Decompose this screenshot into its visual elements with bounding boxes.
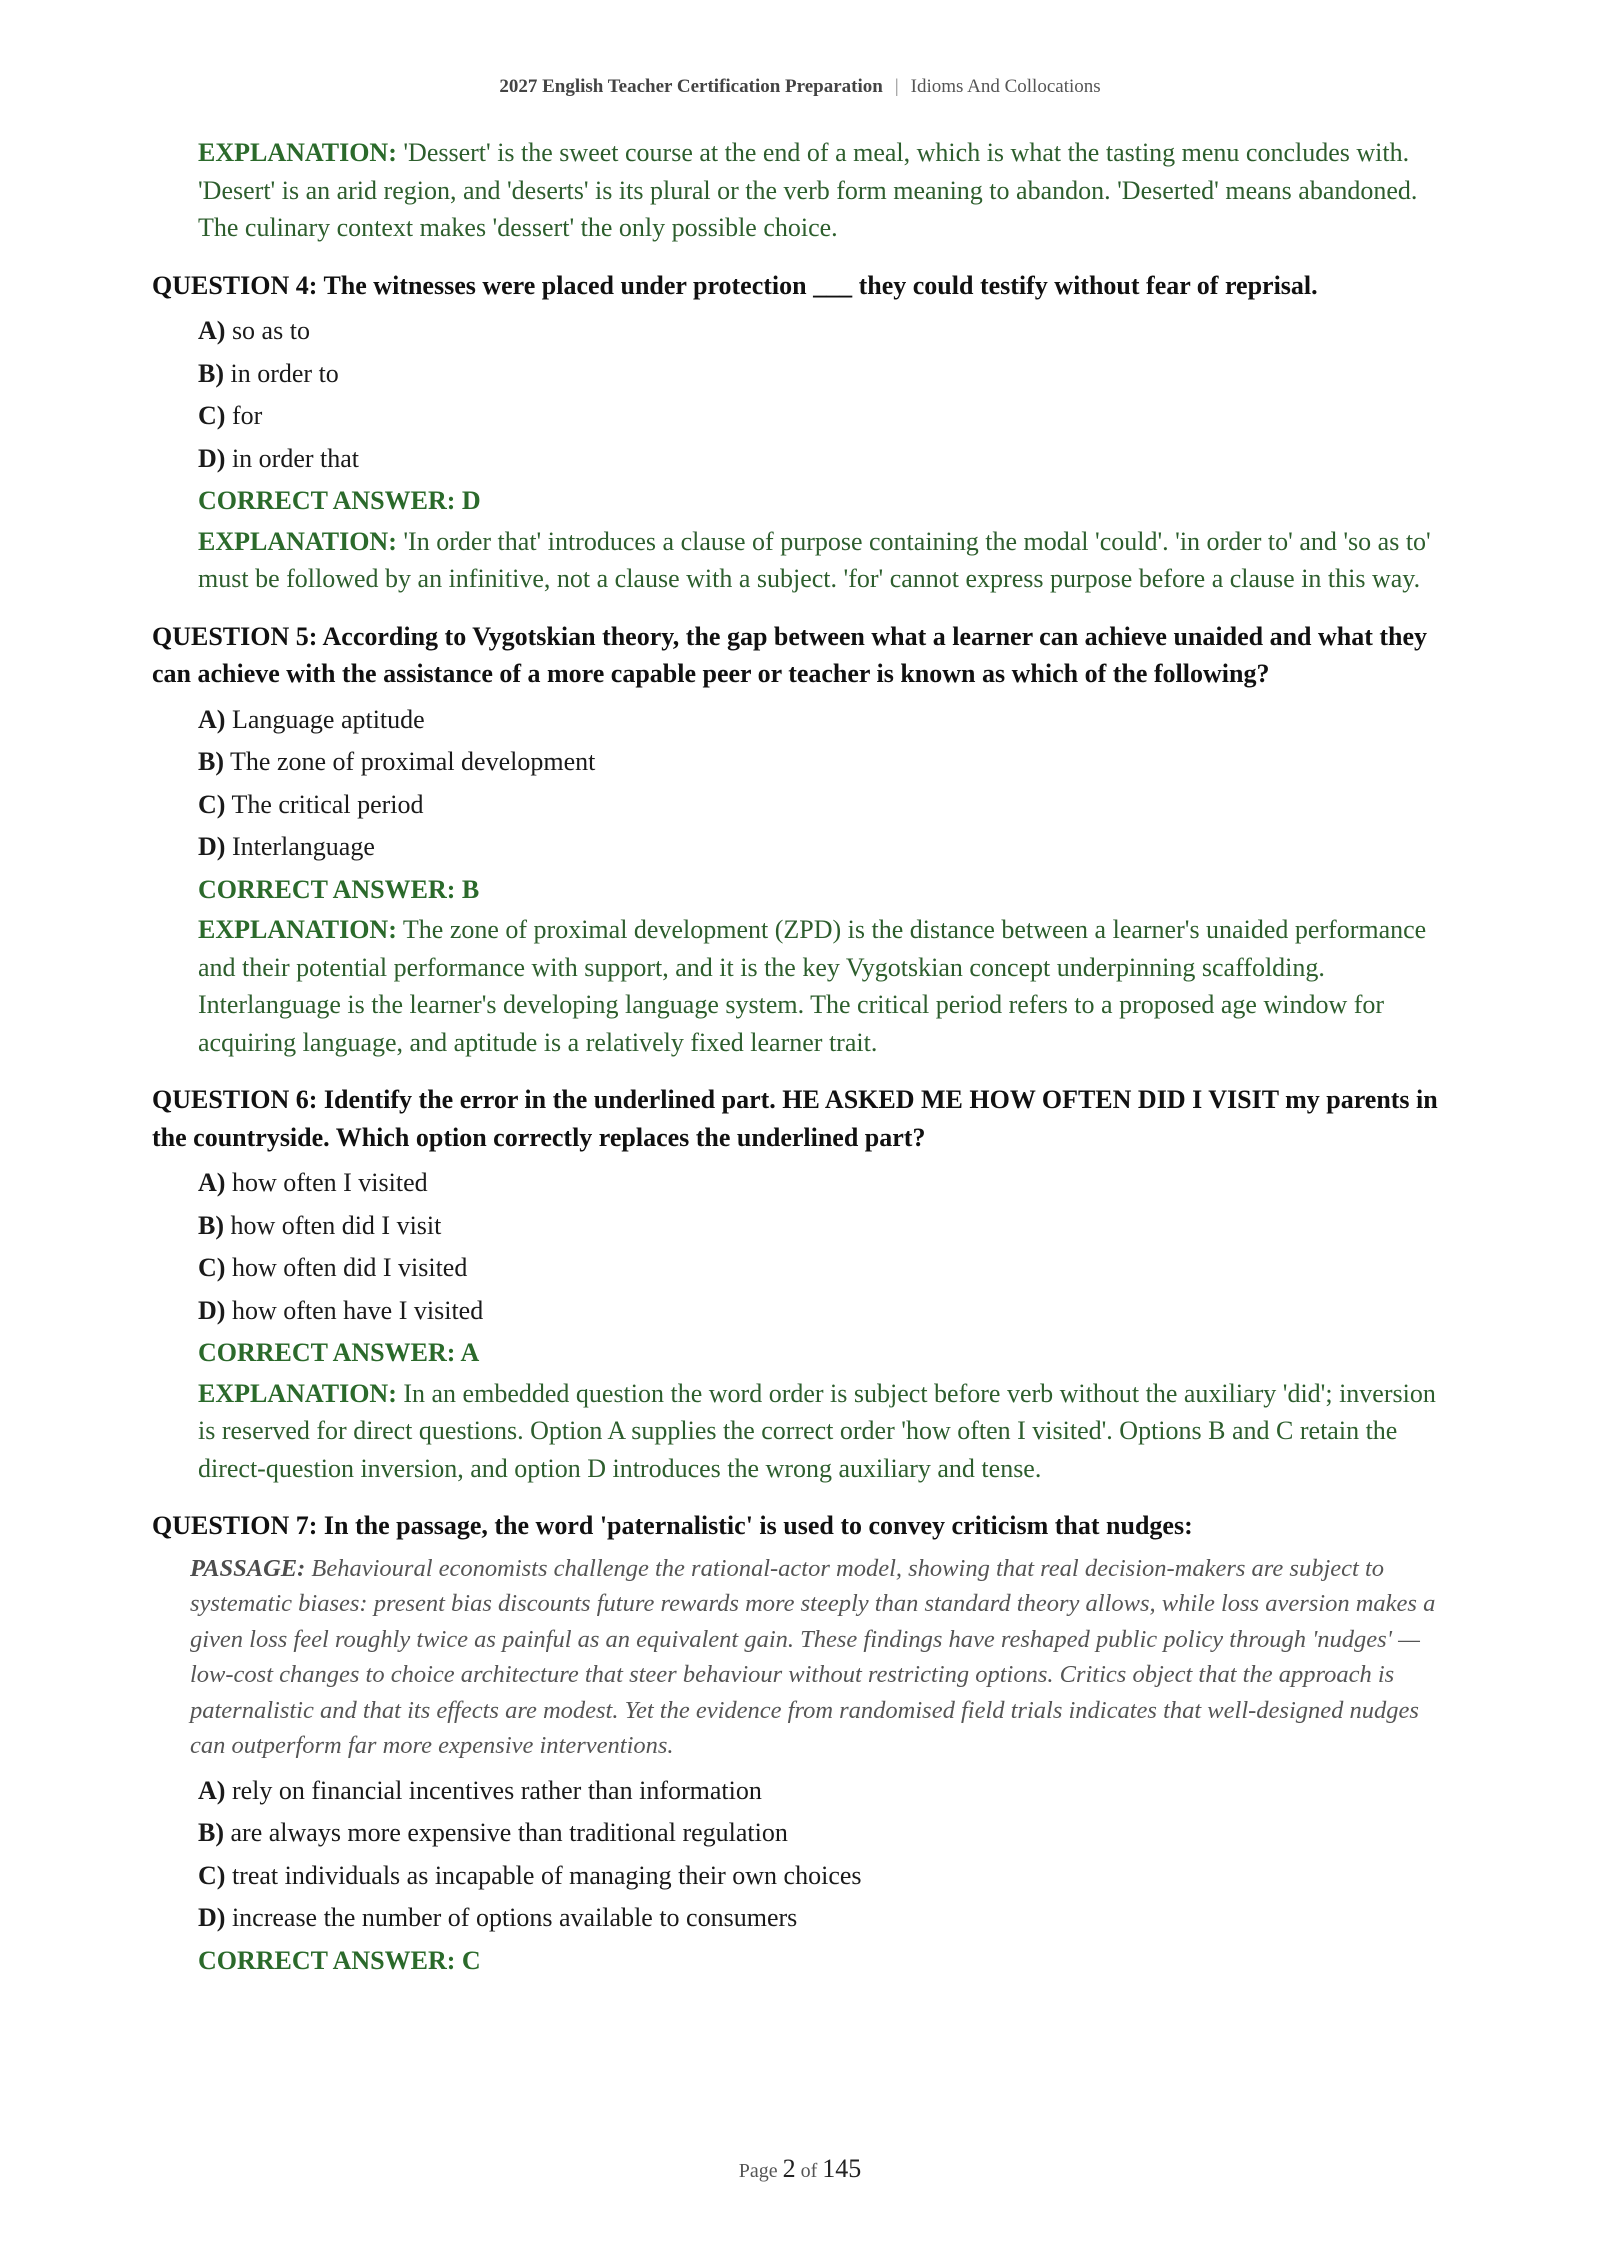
explanation-text: 'Dessert' is the sweet course at the end of a meal, which is what the tasting menu concludes with. 'Desert' is an arid region, and 'deserts' is its plural or the verb form meaning to abandon. 'Deserted' means abandoned. The culinary context makes 'dessert' the only possible choice. xyxy=(198,138,1418,242)
option-text: in order that xyxy=(231,443,360,473)
question-prompt: The witnesses were placed under protection ___ they could testify without fear of reprisal. xyxy=(323,270,1318,300)
current-page-number: 2 xyxy=(782,2154,796,2183)
question-prompt: According to Vygotskian theory, the gap between what a learner can achieve unaided and what they can achieve with the assistance of a more capable peer or teacher is known as which of the following? xyxy=(152,621,1428,688)
option-text: The zone of proximal development xyxy=(230,747,596,776)
option-text: Language aptitude xyxy=(231,704,425,734)
option-b xyxy=(198,353,1447,396)
option-letter: A) xyxy=(198,1168,226,1197)
question-number: QUESTION 4: xyxy=(152,270,318,300)
explanation xyxy=(198,523,1447,598)
reading-passage xyxy=(190,1551,1447,1764)
option-letter: A) xyxy=(198,1775,226,1805)
passage-text: Behavioural economists challenge the rational-actor model, showing that real decision-makers are subject to systematic biases: present bias discounts future rewards more steeply than standard theory allows, while loss aversion makes a given loss feel roughly twice as painful as an equivalent gain. These findings have reshaped public policy through 'nudges' — low-cost changes to choice architecture that steer behaviour without restricting options. Critics object that the approach is paternalistic and that its effects are modest. Yet the evidence from randomised field trials indicates that well-designed nudges can outperform far more expensive interventions. xyxy=(190,1554,1436,1759)
option-text: so as to xyxy=(231,316,310,345)
option-text: are always more expensive than traditional regulation xyxy=(230,1818,788,1847)
option-text: increase the number of options available to consumers xyxy=(231,1903,798,1932)
option-c xyxy=(198,1855,1447,1898)
question-number: QUESTION 7: xyxy=(152,1511,318,1540)
option-d xyxy=(198,1290,1447,1333)
option-b xyxy=(198,741,1447,784)
question-number: QUESTION 5: xyxy=(152,621,318,651)
passage-label: PASSAGE: xyxy=(190,1554,306,1582)
option-letter: C) xyxy=(198,1253,226,1282)
question-prompt: In the passage, the word 'paternalistic' is used to convey criticism that nudges: xyxy=(323,1511,1193,1540)
explanation-label: EXPLANATION: xyxy=(198,915,397,944)
option-text: rely on financial incentives rather than information xyxy=(231,1775,762,1805)
option-d xyxy=(198,1897,1447,1940)
option-a xyxy=(198,1162,1447,1205)
option-letter: D) xyxy=(198,443,226,473)
question-text xyxy=(152,618,1447,693)
page-word: Page xyxy=(738,2160,778,2182)
option-text: Interlanguage xyxy=(231,832,375,861)
correct-answer: CORRECT ANSWER: B xyxy=(198,874,480,904)
question-text xyxy=(152,1081,1447,1156)
option-a xyxy=(198,699,1447,742)
explanation-text: The zone of proximal development (ZPD) is the distance between a learner's unaided performance and their potential performance with support, and it is the key Vygotskian concept underpinning scaffolding. Interlanguage is the learner's developing language system. The critical period refers to a proposed age window for acquiring language, and aptitude is a relatively fixed learner trait. xyxy=(198,915,1427,1057)
section-title: Idioms And Collocations xyxy=(910,76,1101,97)
question-5 xyxy=(152,618,1447,1062)
question-text xyxy=(152,1507,1447,1545)
option-letter: C) xyxy=(198,789,226,819)
option-letter: C) xyxy=(198,1860,226,1890)
option-letter: D) xyxy=(198,832,226,861)
option-letter: D) xyxy=(198,1295,226,1325)
explanation-label: EXPLANATION: xyxy=(198,1378,397,1408)
option-a xyxy=(198,310,1447,353)
option-letter: A) xyxy=(198,704,226,734)
option-letter: B) xyxy=(198,1210,224,1240)
option-letter: B) xyxy=(198,1818,224,1847)
explanation-label: EXPLANATION: xyxy=(198,138,397,167)
option-text: how often did I visited xyxy=(231,1253,468,1282)
explanation xyxy=(198,1375,1447,1488)
header-separator: | xyxy=(894,76,899,97)
explanation-text: 'In order that' introduces a clause of purpose containing the modal 'could'. 'in order to' and 'so as to' must be followed by an infinitive, not a clause with a subject. 'for' cannot express purpose before a clause in this way. xyxy=(198,526,1431,593)
question-7 xyxy=(152,1507,1447,1982)
option-text: how often have I visited xyxy=(231,1295,484,1325)
correct-answer: CORRECT ANSWER: C xyxy=(198,1945,481,1975)
explanation-text: In an embedded question the word order is subject before verb without the auxiliary 'did'; inversion is reserved for direct questions. Option A supplies the correct order 'how often I visited'. Options B and C retain the direct-question inversion, and option D introduces the wrong auxiliary and tense. xyxy=(198,1378,1436,1483)
explanation-q3 xyxy=(198,134,1447,247)
option-letter: D) xyxy=(198,1903,226,1932)
question-number: QUESTION 6: xyxy=(152,1085,318,1114)
option-text: how often I visited xyxy=(231,1168,428,1197)
option-c xyxy=(198,1247,1447,1290)
correct-answer: CORRECT ANSWER: A xyxy=(198,1338,480,1367)
option-a xyxy=(198,1770,1447,1813)
option-letter: C) xyxy=(198,401,226,430)
page-content xyxy=(152,134,1447,1982)
option-d xyxy=(198,438,1447,481)
option-text: treat individuals as incapable of managing their own choices xyxy=(231,1860,862,1890)
option-text: for xyxy=(231,401,263,430)
option-text: in order to xyxy=(230,358,339,388)
option-c xyxy=(198,395,1447,438)
option-letter: B) xyxy=(198,358,224,388)
option-letter: B) xyxy=(198,747,224,776)
explanation-label: EXPLANATION: xyxy=(198,526,397,556)
question-prompt: Identify the error in the underlined part. HE ASKED ME HOW OFTEN DID I VISIT my parents in the countryside. Which option correctly replaces the underlined part? xyxy=(152,1085,1438,1152)
page-footer xyxy=(0,2154,1600,2184)
explanation xyxy=(198,911,1447,1061)
question-text xyxy=(152,267,1447,305)
question-6 xyxy=(152,1081,1447,1487)
of-word: of xyxy=(800,2160,818,2182)
option-text: The critical period xyxy=(231,789,424,819)
page-header xyxy=(0,76,1600,98)
book-title: 2027 English Teacher Certification Preparation xyxy=(499,76,883,97)
total-page-count: 145 xyxy=(822,2154,862,2183)
question-4 xyxy=(152,267,1447,598)
option-b xyxy=(198,1205,1447,1248)
option-text: how often did I visit xyxy=(230,1210,442,1240)
option-d xyxy=(198,826,1447,869)
option-b xyxy=(198,1812,1447,1855)
option-letter: A) xyxy=(198,316,226,345)
correct-answer: CORRECT ANSWER: D xyxy=(198,486,481,515)
option-c xyxy=(198,784,1447,827)
